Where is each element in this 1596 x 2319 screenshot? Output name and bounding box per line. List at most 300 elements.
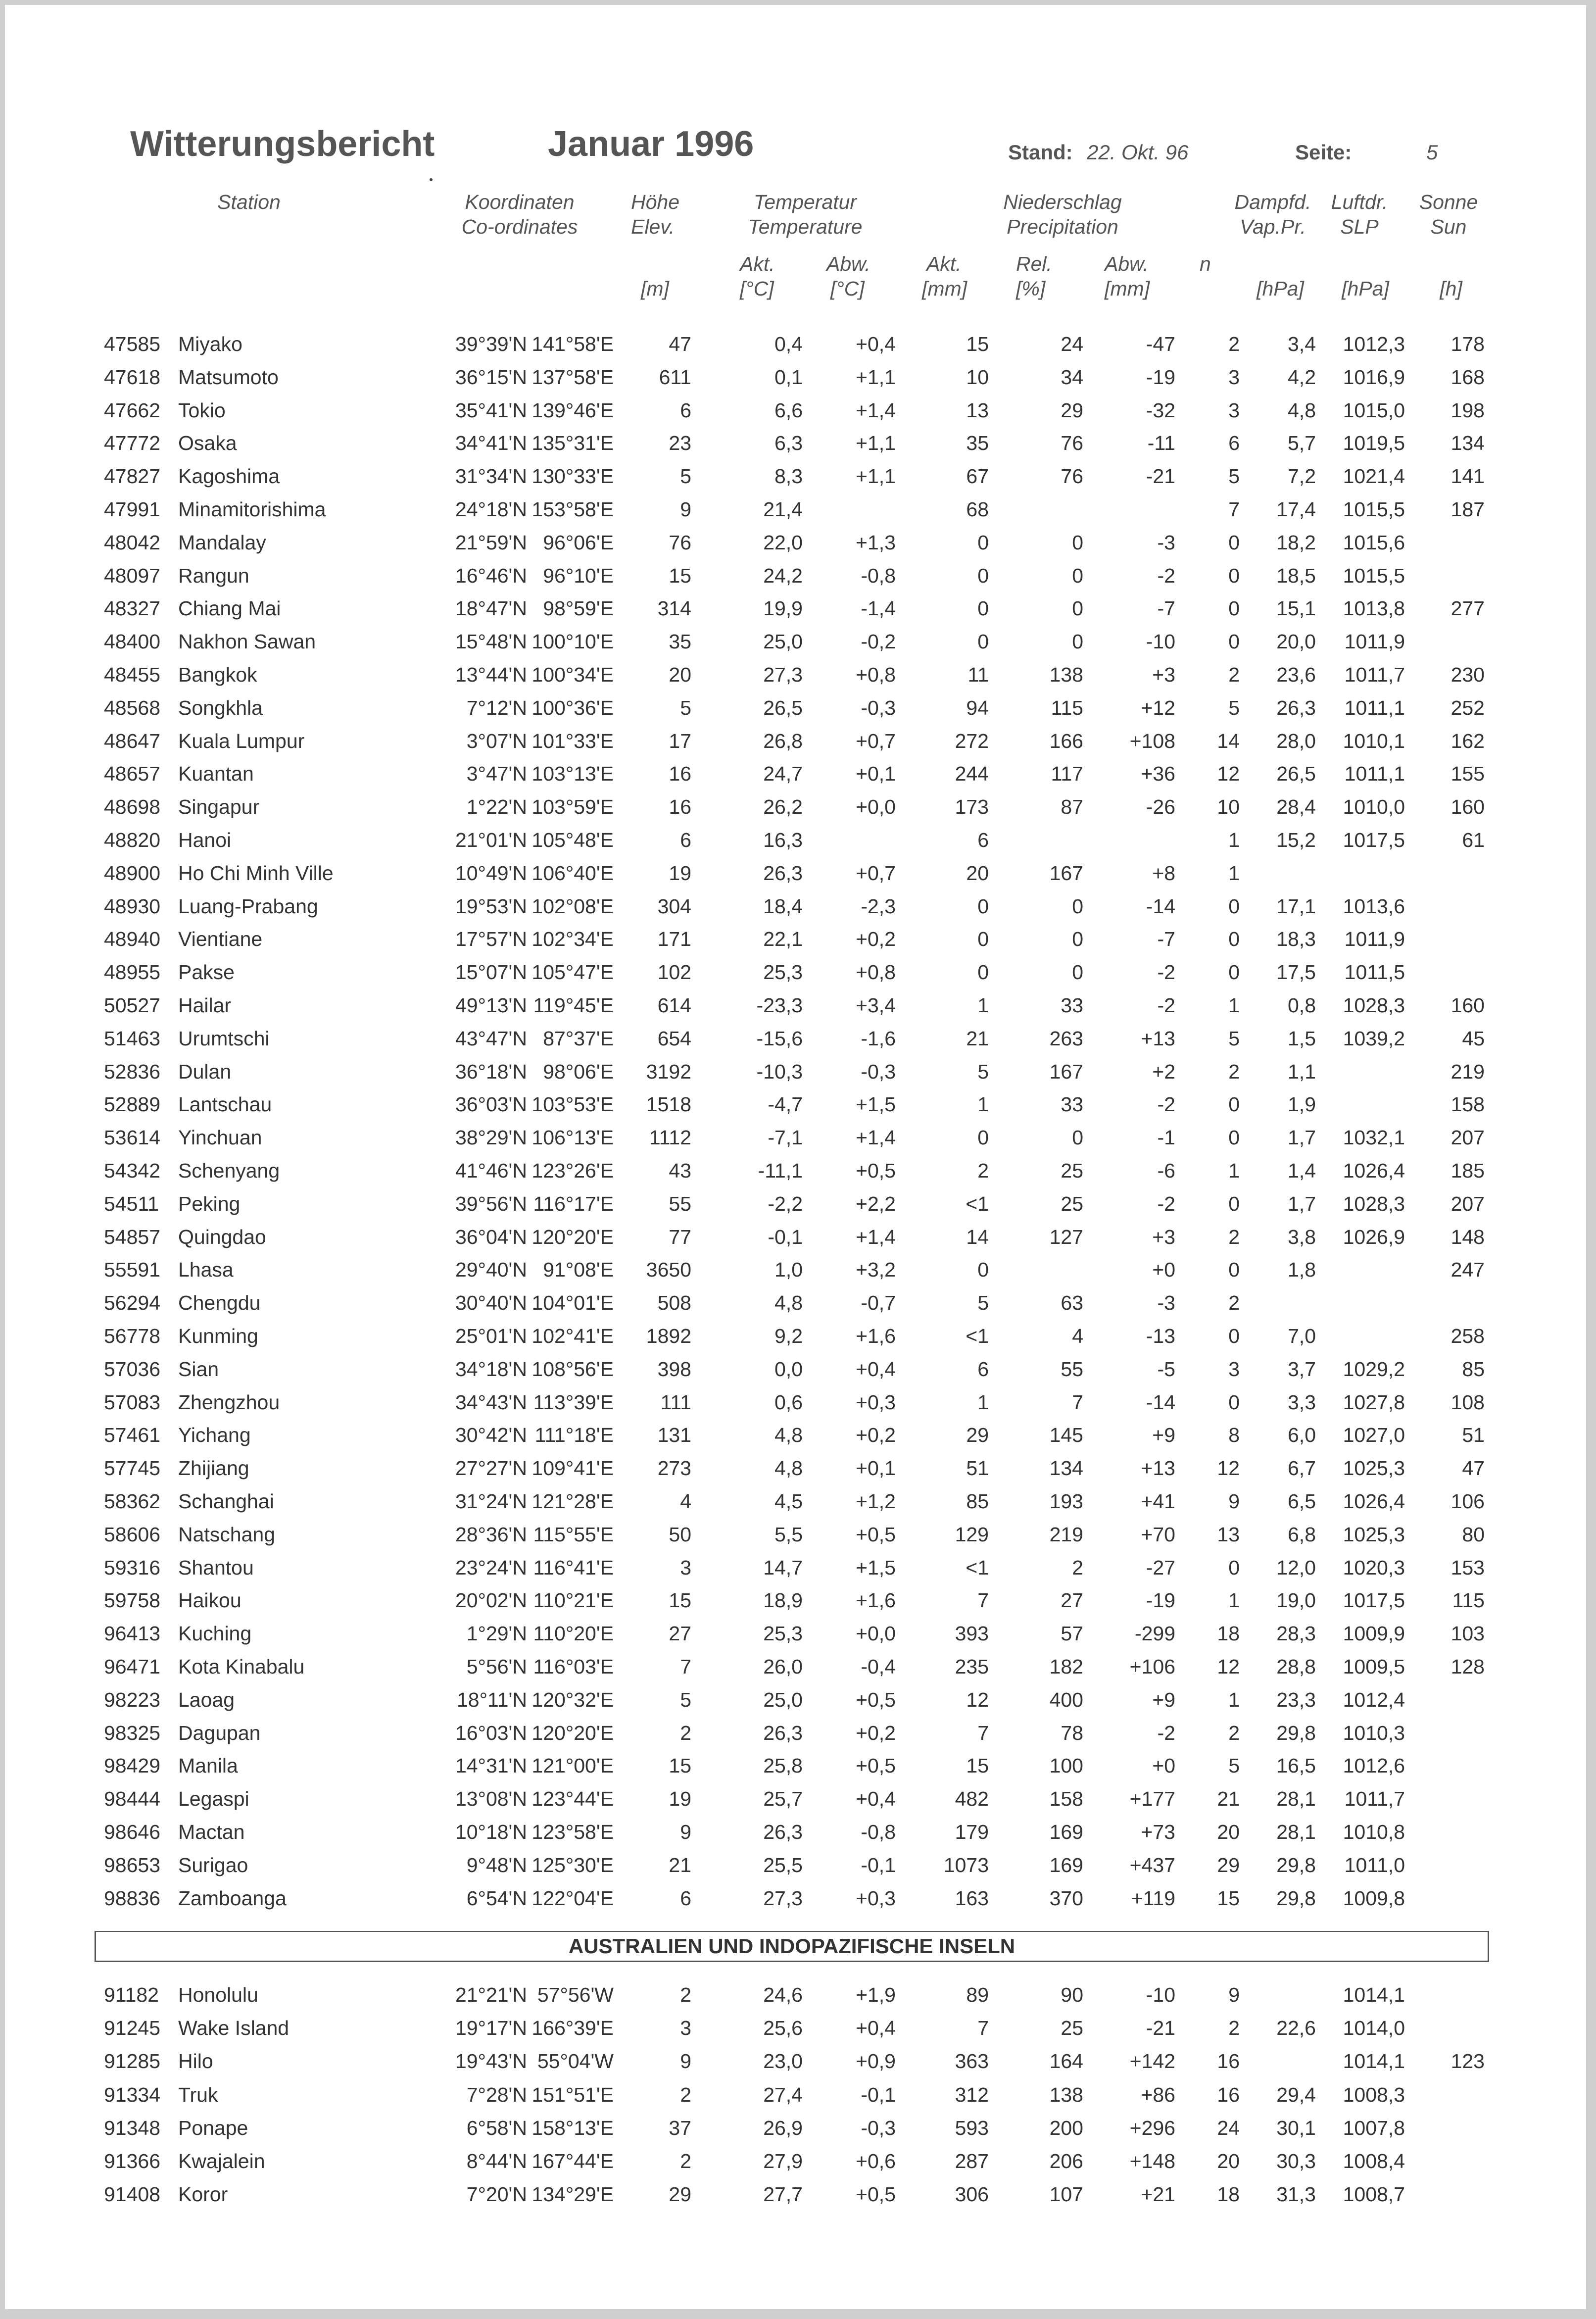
temp-deviation: -0,8 bbox=[861, 1821, 896, 1843]
precip-actual: 179 bbox=[955, 1821, 989, 1843]
sea-level-pressure: 1012,3 bbox=[1343, 333, 1405, 355]
precip-days: 6 bbox=[1228, 432, 1240, 455]
precip-actual: 0 bbox=[977, 630, 989, 653]
vapour-pressure: 7,0 bbox=[1288, 1325, 1316, 1347]
table-row bbox=[5, 660, 1586, 690]
precip-deviation: +2 bbox=[1152, 1060, 1175, 1083]
temp-deviation: -1,4 bbox=[861, 597, 896, 620]
latitude: 31°24'N bbox=[455, 1490, 527, 1513]
sunshine-hours: 187 bbox=[1451, 498, 1485, 521]
station-name: Kuching bbox=[178, 1622, 252, 1645]
station-id: 59316 bbox=[104, 1556, 161, 1579]
latitude: 39°56'N bbox=[455, 1192, 527, 1215]
temp-deviation: +0,0 bbox=[856, 1622, 896, 1645]
precip-actual: 129 bbox=[955, 1523, 989, 1546]
temp-deviation: +0,7 bbox=[856, 861, 896, 885]
sea-level-pressure: 1027,0 bbox=[1343, 1424, 1405, 1447]
elevation: 50 bbox=[669, 1523, 691, 1546]
precip-actual: 272 bbox=[955, 729, 989, 752]
station-id: 57083 bbox=[104, 1390, 161, 1414]
precip-relative: 138 bbox=[1049, 2083, 1083, 2106]
precip-days: 0 bbox=[1228, 597, 1240, 620]
precip-actual: 287 bbox=[955, 2150, 989, 2172]
precip-actual: 173 bbox=[955, 795, 989, 819]
precip-deviation: +36 bbox=[1141, 762, 1175, 786]
station-name: Kota Kinabalu bbox=[178, 1655, 305, 1678]
precip-actual: 15 bbox=[966, 1754, 989, 1777]
sea-level-pressure: 1026,9 bbox=[1343, 1225, 1405, 1248]
section-title: AUSTRALIEN UND INDOPAZIFISCHE INSELN bbox=[568, 1934, 1016, 1958]
precip-days: 1 bbox=[1228, 994, 1240, 1017]
sea-level-pressure: 1008,3 bbox=[1343, 2083, 1405, 2106]
precip-days: 0 bbox=[1228, 1093, 1240, 1116]
sunshine-hours: 162 bbox=[1451, 729, 1485, 752]
temp-actual: 4,8 bbox=[774, 1291, 803, 1315]
elevation: 2 bbox=[680, 1721, 691, 1744]
sunshine-hours: 103 bbox=[1451, 1622, 1485, 1645]
sea-level-pressure: 1014,1 bbox=[1343, 1983, 1405, 2006]
col-prec-rel-unit: [%] bbox=[1016, 277, 1046, 300]
temp-actual: 6,6 bbox=[774, 398, 803, 422]
sea-level-pressure: 1010,1 bbox=[1343, 729, 1405, 752]
station-id: 55591 bbox=[104, 1258, 161, 1282]
precip-actual: 244 bbox=[955, 762, 989, 786]
longitude: 101°33'E bbox=[532, 729, 614, 752]
longitude: 135°31'E bbox=[532, 432, 614, 455]
precip-days: 29 bbox=[1217, 1853, 1240, 1876]
sea-level-pressure: 1013,6 bbox=[1343, 894, 1405, 918]
precip-days: 5 bbox=[1228, 1754, 1240, 1777]
temp-actual: 25,8 bbox=[763, 1754, 803, 1777]
elevation: 17 bbox=[669, 729, 691, 752]
elevation: 6 bbox=[680, 398, 691, 422]
sea-level-pressure: 1016,9 bbox=[1343, 365, 1405, 389]
temp-actual: 26,0 bbox=[763, 1655, 803, 1678]
col-vap-en: Vap.Pr. bbox=[1240, 215, 1306, 238]
longitude: 91°08'E bbox=[543, 1258, 614, 1282]
station-name: Sian bbox=[178, 1357, 219, 1381]
precip-days: 0 bbox=[1228, 1258, 1240, 1282]
elevation: 16 bbox=[669, 795, 691, 819]
precip-actual: 1 bbox=[977, 994, 989, 1017]
sunshine-hours: 160 bbox=[1451, 795, 1485, 819]
sunshine-hours: 198 bbox=[1451, 398, 1485, 422]
sunshine-hours: 178 bbox=[1451, 333, 1485, 355]
sea-level-pressure: 1011,9 bbox=[1344, 928, 1405, 951]
precip-deviation: -3 bbox=[1157, 531, 1175, 554]
station-id: 52836 bbox=[104, 1060, 161, 1083]
precip-deviation: -2 bbox=[1157, 1093, 1175, 1116]
elevation: 7 bbox=[680, 1655, 691, 1678]
station-name: Urumtschi bbox=[178, 1027, 270, 1050]
temp-actual: 8,3 bbox=[774, 465, 803, 488]
temp-actual: -11,1 bbox=[758, 1159, 803, 1182]
precip-deviation: -3 bbox=[1157, 1291, 1175, 1315]
latitude: 35°41'N bbox=[455, 398, 527, 422]
precip-relative: 100 bbox=[1049, 1754, 1083, 1777]
table-row bbox=[5, 858, 1586, 888]
vapour-pressure: 1,8 bbox=[1288, 1258, 1316, 1282]
station-id: 54857 bbox=[104, 1225, 161, 1248]
table-row bbox=[5, 2013, 1586, 2043]
vapour-pressure: 1,4 bbox=[1288, 1159, 1316, 1182]
longitude: 98°06'E bbox=[543, 1060, 614, 1083]
precip-relative: 24 bbox=[1061, 333, 1083, 355]
vapour-pressure: 20,0 bbox=[1276, 630, 1316, 653]
col-prec-en: Precipitation bbox=[1007, 215, 1118, 238]
temp-deviation: +3,4 bbox=[856, 994, 896, 1017]
station-name: Ho Chi Minh Ville bbox=[178, 861, 334, 885]
latitude: 34°18'N bbox=[455, 1357, 527, 1381]
temp-deviation: -0,3 bbox=[861, 1060, 896, 1083]
temp-deviation: -1,6 bbox=[861, 1027, 896, 1050]
elevation: 29 bbox=[669, 2183, 691, 2206]
precip-actual: <1 bbox=[966, 1556, 989, 1579]
stray-dot bbox=[430, 178, 433, 181]
latitude: 36°04'N bbox=[455, 1225, 527, 1248]
precip-deviation: -26 bbox=[1146, 795, 1175, 819]
elevation: 3 bbox=[680, 1556, 691, 1579]
vapour-pressure: 5,7 bbox=[1288, 432, 1316, 455]
temp-deviation: +1,6 bbox=[856, 1589, 896, 1612]
report-title: Witterungsbericht bbox=[130, 124, 435, 164]
table-row bbox=[5, 1553, 1586, 1582]
station-id: 59758 bbox=[104, 1589, 161, 1612]
temp-deviation: -0,4 bbox=[861, 1655, 896, 1678]
table-row bbox=[5, 1089, 1586, 1119]
longitude: 100°10'E bbox=[532, 630, 614, 653]
latitude: 43°47'N bbox=[455, 1027, 527, 1050]
latitude: 17°57'N bbox=[455, 928, 527, 951]
station-id: 58362 bbox=[104, 1490, 161, 1513]
precip-relative: 0 bbox=[1072, 630, 1083, 653]
longitude: 153°58'E bbox=[532, 498, 614, 521]
precip-relative: 117 bbox=[1051, 762, 1083, 786]
elevation: 111 bbox=[660, 1390, 691, 1414]
longitude: 116°41'E bbox=[533, 1556, 614, 1579]
station-id: 57461 bbox=[104, 1424, 161, 1447]
vapour-pressure: 0,8 bbox=[1288, 994, 1316, 1017]
precip-actual: 29 bbox=[966, 1424, 989, 1447]
page-number: 5 bbox=[1426, 141, 1438, 164]
vapour-pressure: 28,0 bbox=[1276, 729, 1316, 752]
precip-actual: 14 bbox=[966, 1225, 989, 1248]
elevation: 76 bbox=[669, 531, 691, 554]
elevation: 20 bbox=[669, 663, 691, 686]
precip-days: 12 bbox=[1217, 1655, 1240, 1678]
station-name: Nakhon Sawan bbox=[178, 630, 316, 653]
latitude: 9°48'N bbox=[466, 1853, 527, 1876]
station-id: 57745 bbox=[104, 1457, 161, 1480]
sea-level-pressure: 1012,6 bbox=[1343, 1754, 1405, 1777]
temp-actual: 0,6 bbox=[774, 1390, 803, 1414]
temp-actual: 25,5 bbox=[763, 1853, 803, 1876]
latitude: 16°03'N bbox=[455, 1721, 527, 1744]
latitude: 1°22'N bbox=[466, 795, 527, 819]
vapour-pressure: 31,3 bbox=[1276, 2183, 1316, 2206]
station-id: 47585 bbox=[104, 333, 161, 355]
precip-days: 8 bbox=[1228, 1424, 1240, 1447]
col-temp-act: Akt. bbox=[740, 252, 775, 275]
station-id: 48930 bbox=[104, 894, 161, 918]
station-name: Luang-Prabang bbox=[178, 894, 318, 918]
latitude: 3°47'N bbox=[466, 762, 527, 786]
longitude: 105°48'E bbox=[532, 829, 614, 851]
precip-actual: 1 bbox=[977, 1390, 989, 1414]
temp-deviation: -0,2 bbox=[861, 630, 896, 653]
elevation: 55 bbox=[669, 1192, 691, 1215]
table-row bbox=[5, 2179, 1586, 2209]
precip-deviation: -5 bbox=[1157, 1357, 1175, 1381]
col-elev-en: Elev. bbox=[631, 215, 675, 238]
station-name: Lantschau bbox=[178, 1093, 272, 1116]
temp-actual: 27,3 bbox=[763, 1886, 803, 1910]
precip-deviation: -10 bbox=[1146, 630, 1175, 653]
station-name: Miyako bbox=[178, 333, 242, 355]
station-id: 48327 bbox=[104, 597, 161, 620]
precip-deviation: -47 bbox=[1146, 333, 1175, 355]
station-id: 98429 bbox=[104, 1754, 161, 1777]
sunshine-hours: 134 bbox=[1451, 432, 1485, 455]
sea-level-pressure: 1026,4 bbox=[1343, 1159, 1405, 1182]
longitude: 130°33'E bbox=[532, 465, 614, 488]
longitude: 123°26'E bbox=[532, 1159, 614, 1182]
longitude: 57°56'W bbox=[537, 1983, 614, 2006]
precip-days: 1 bbox=[1228, 1688, 1240, 1711]
elevation: 508 bbox=[657, 1291, 691, 1315]
longitude: 120°20'E bbox=[532, 1225, 614, 1248]
precip-deviation: +21 bbox=[1141, 2183, 1175, 2206]
precip-days: 5 bbox=[1228, 1027, 1240, 1050]
station-id: 98325 bbox=[104, 1721, 161, 1744]
precip-days: 0 bbox=[1228, 1126, 1240, 1149]
precip-days: 1 bbox=[1228, 861, 1240, 885]
precip-relative: 90 bbox=[1061, 1983, 1083, 2006]
precip-days: 10 bbox=[1217, 795, 1240, 819]
table-row bbox=[5, 1222, 1586, 1252]
stand-label: Stand: bbox=[1008, 141, 1073, 164]
precip-deviation: +70 bbox=[1141, 1523, 1175, 1546]
sunshine-hours: 85 bbox=[1462, 1357, 1485, 1381]
sunshine-hours: 207 bbox=[1451, 1126, 1485, 1149]
precip-days: 15 bbox=[1217, 1886, 1240, 1910]
temp-deviation: +1,1 bbox=[856, 365, 896, 389]
latitude: 15°48'N bbox=[455, 630, 527, 653]
latitude: 8°44'N bbox=[466, 2150, 527, 2172]
col-prec-de: Niederschlag bbox=[1003, 191, 1122, 213]
longitude: 109°41'E bbox=[532, 1457, 614, 1480]
station-name: Legaspi bbox=[178, 1787, 249, 1811]
elevation: 1112 bbox=[649, 1126, 691, 1149]
precip-deviation: +9 bbox=[1152, 1688, 1175, 1711]
precip-deviation: -21 bbox=[1146, 465, 1175, 488]
precip-actual: 20 bbox=[966, 861, 989, 885]
longitude: 166°39'E bbox=[532, 2017, 614, 2040]
sea-level-pressure: 1011,5 bbox=[1344, 961, 1405, 984]
sea-level-pressure: 1012,4 bbox=[1343, 1688, 1405, 1711]
table-row bbox=[5, 1387, 1586, 1417]
precip-actual: 11 bbox=[967, 663, 989, 686]
temp-deviation: -0,3 bbox=[861, 696, 896, 719]
precip-deviation: -6 bbox=[1157, 1159, 1175, 1182]
table-row bbox=[5, 561, 1586, 591]
table-row bbox=[5, 1156, 1586, 1185]
col-temp-dev: Abw. bbox=[826, 252, 871, 275]
station-name: Shantou bbox=[178, 1556, 254, 1579]
elevation: 611 bbox=[659, 365, 691, 389]
precip-relative: 206 bbox=[1049, 2150, 1083, 2172]
temp-deviation: +0,6 bbox=[856, 2150, 896, 2172]
sunshine-hours: 258 bbox=[1451, 1325, 1485, 1347]
temp-deviation: +0,5 bbox=[856, 2183, 896, 2206]
station-name: Lhasa bbox=[178, 1258, 234, 1282]
precip-actual: 306 bbox=[955, 2183, 989, 2206]
table-row bbox=[5, 1718, 1586, 1748]
vapour-pressure: 22,6 bbox=[1276, 2017, 1316, 2040]
station-name: Laoag bbox=[178, 1688, 235, 1711]
latitude: 7°28'N bbox=[466, 2083, 527, 2106]
longitude: 102°41'E bbox=[532, 1325, 614, 1347]
precip-deviation: +3 bbox=[1152, 663, 1175, 686]
latitude: 30°42'N bbox=[455, 1424, 527, 1447]
station-id: 52889 bbox=[104, 1093, 161, 1116]
station-name: Osaka bbox=[178, 432, 237, 455]
precip-actual: 6 bbox=[977, 1357, 989, 1381]
precip-days: 0 bbox=[1228, 1556, 1240, 1579]
temp-actual: 18,4 bbox=[763, 894, 803, 918]
sea-level-pressure: 1017,5 bbox=[1343, 829, 1405, 851]
precip-relative: 63 bbox=[1061, 1291, 1083, 1315]
station-id: 98836 bbox=[104, 1886, 161, 1910]
vapour-pressure: 6,0 bbox=[1288, 1424, 1316, 1447]
sea-level-pressure: 1011,1 bbox=[1344, 762, 1405, 786]
sunshine-hours: 247 bbox=[1451, 1258, 1485, 1282]
precip-days: 2 bbox=[1228, 2017, 1240, 2040]
latitude: 19°17'N bbox=[455, 2017, 527, 2040]
precip-actual: <1 bbox=[966, 1325, 989, 1347]
station-id: 48698 bbox=[104, 795, 161, 819]
table-row bbox=[5, 792, 1586, 822]
sunshine-hours: 207 bbox=[1451, 1192, 1485, 1215]
precip-actual: 12 bbox=[966, 1688, 989, 1711]
vapour-pressure: 30,3 bbox=[1276, 2150, 1316, 2172]
longitude: 103°59'E bbox=[532, 795, 614, 819]
sea-level-pressure: 1029,2 bbox=[1343, 1357, 1405, 1381]
station-name: Rangun bbox=[178, 564, 249, 587]
precip-actual: 2 bbox=[977, 1159, 989, 1182]
temp-actual: 26,3 bbox=[763, 861, 803, 885]
elevation: 9 bbox=[680, 498, 691, 521]
table-row bbox=[5, 2146, 1586, 2176]
precip-relative: 33 bbox=[1061, 1093, 1083, 1116]
temp-actual: -0,1 bbox=[768, 1225, 803, 1248]
station-id: 58606 bbox=[104, 1523, 161, 1546]
sea-level-pressure: 1019,5 bbox=[1343, 432, 1405, 455]
elevation: 654 bbox=[657, 1027, 691, 1050]
table-row bbox=[5, 1024, 1586, 1053]
temp-actual: 0,4 bbox=[774, 333, 803, 355]
longitude: 96°10'E bbox=[543, 564, 614, 587]
vapour-pressure: 15,1 bbox=[1276, 597, 1316, 620]
temp-actual: -23,3 bbox=[756, 994, 803, 1017]
col-prec-dev: Abw. bbox=[1105, 252, 1149, 275]
station-name: Honolulu bbox=[178, 1983, 258, 2006]
station-name: Kunming bbox=[178, 1325, 258, 1347]
latitude: 13°44'N bbox=[455, 663, 527, 686]
sunshine-hours: 115 bbox=[1452, 1589, 1485, 1612]
table-row bbox=[5, 362, 1586, 392]
temp-deviation: +1,6 bbox=[856, 1325, 896, 1347]
precip-days: 2 bbox=[1228, 333, 1240, 355]
table-row bbox=[5, 461, 1586, 491]
elevation: 273 bbox=[657, 1457, 691, 1480]
elevation: 21 bbox=[669, 1853, 691, 1876]
precip-days: 2 bbox=[1228, 1291, 1240, 1315]
table-row bbox=[5, 2113, 1586, 2143]
temp-actual: 14,7 bbox=[763, 1556, 803, 1579]
station-name: Tokio bbox=[178, 398, 226, 422]
latitude: 31°34'N bbox=[455, 465, 527, 488]
temp-deviation: +0,7 bbox=[856, 729, 896, 752]
precip-days: 3 bbox=[1228, 1357, 1240, 1381]
elevation: 2 bbox=[680, 1983, 691, 2006]
longitude: 105°47'E bbox=[532, 961, 614, 984]
table-row bbox=[5, 1354, 1586, 1384]
station-id: 91334 bbox=[104, 2083, 161, 2106]
col-temp-dev-unit: [°C] bbox=[830, 277, 865, 300]
precip-deviation: +41 bbox=[1141, 1490, 1175, 1513]
precip-deviation: -19 bbox=[1146, 1589, 1175, 1612]
table-row bbox=[5, 627, 1586, 656]
table-row bbox=[5, 1585, 1586, 1615]
precip-relative: 200 bbox=[1049, 2116, 1083, 2139]
precip-relative: 76 bbox=[1061, 465, 1083, 488]
precip-days: 9 bbox=[1228, 1490, 1240, 1513]
precip-actual: 21 bbox=[966, 1027, 989, 1050]
precip-actual: 94 bbox=[966, 696, 989, 719]
station-name: Zhengzhou bbox=[178, 1390, 280, 1414]
station-id: 48820 bbox=[104, 829, 161, 851]
precip-actual: 1073 bbox=[943, 1853, 989, 1876]
longitude: 102°08'E bbox=[532, 894, 614, 918]
precip-relative: 115 bbox=[1051, 696, 1083, 719]
precip-deviation: +142 bbox=[1129, 2050, 1175, 2073]
elevation: 47 bbox=[669, 333, 691, 355]
precip-relative: 7 bbox=[1072, 1390, 1083, 1414]
col-temp-en: Temperature bbox=[748, 215, 863, 238]
temp-deviation: +0,5 bbox=[856, 1688, 896, 1711]
precip-deviation: +12 bbox=[1141, 696, 1175, 719]
elevation: 3 bbox=[680, 2017, 691, 2040]
vapour-pressure: 16,5 bbox=[1276, 1754, 1316, 1777]
col-station: Station bbox=[217, 191, 281, 213]
vapour-pressure: 4,8 bbox=[1288, 398, 1316, 422]
longitude: 103°13'E bbox=[532, 762, 614, 786]
sea-level-pressure: 1028,3 bbox=[1343, 994, 1405, 1017]
temp-deviation: +0,2 bbox=[856, 928, 896, 951]
precip-deviation: -7 bbox=[1157, 597, 1175, 620]
sunshine-hours: 219 bbox=[1451, 1060, 1485, 1083]
col-temp-de: Temperatur bbox=[753, 191, 857, 213]
vapour-pressure: 29,8 bbox=[1276, 1721, 1316, 1744]
col-sun-en: Sun bbox=[1430, 215, 1467, 238]
precip-relative: 76 bbox=[1061, 432, 1083, 455]
vapour-pressure: 29,8 bbox=[1276, 1886, 1316, 1910]
col-prec-act-unit: [mm] bbox=[922, 277, 967, 300]
precip-actual: 6 bbox=[977, 829, 989, 851]
col-prec-dev-unit: [mm] bbox=[1105, 277, 1150, 300]
precip-deviation: +3 bbox=[1152, 1225, 1175, 1248]
